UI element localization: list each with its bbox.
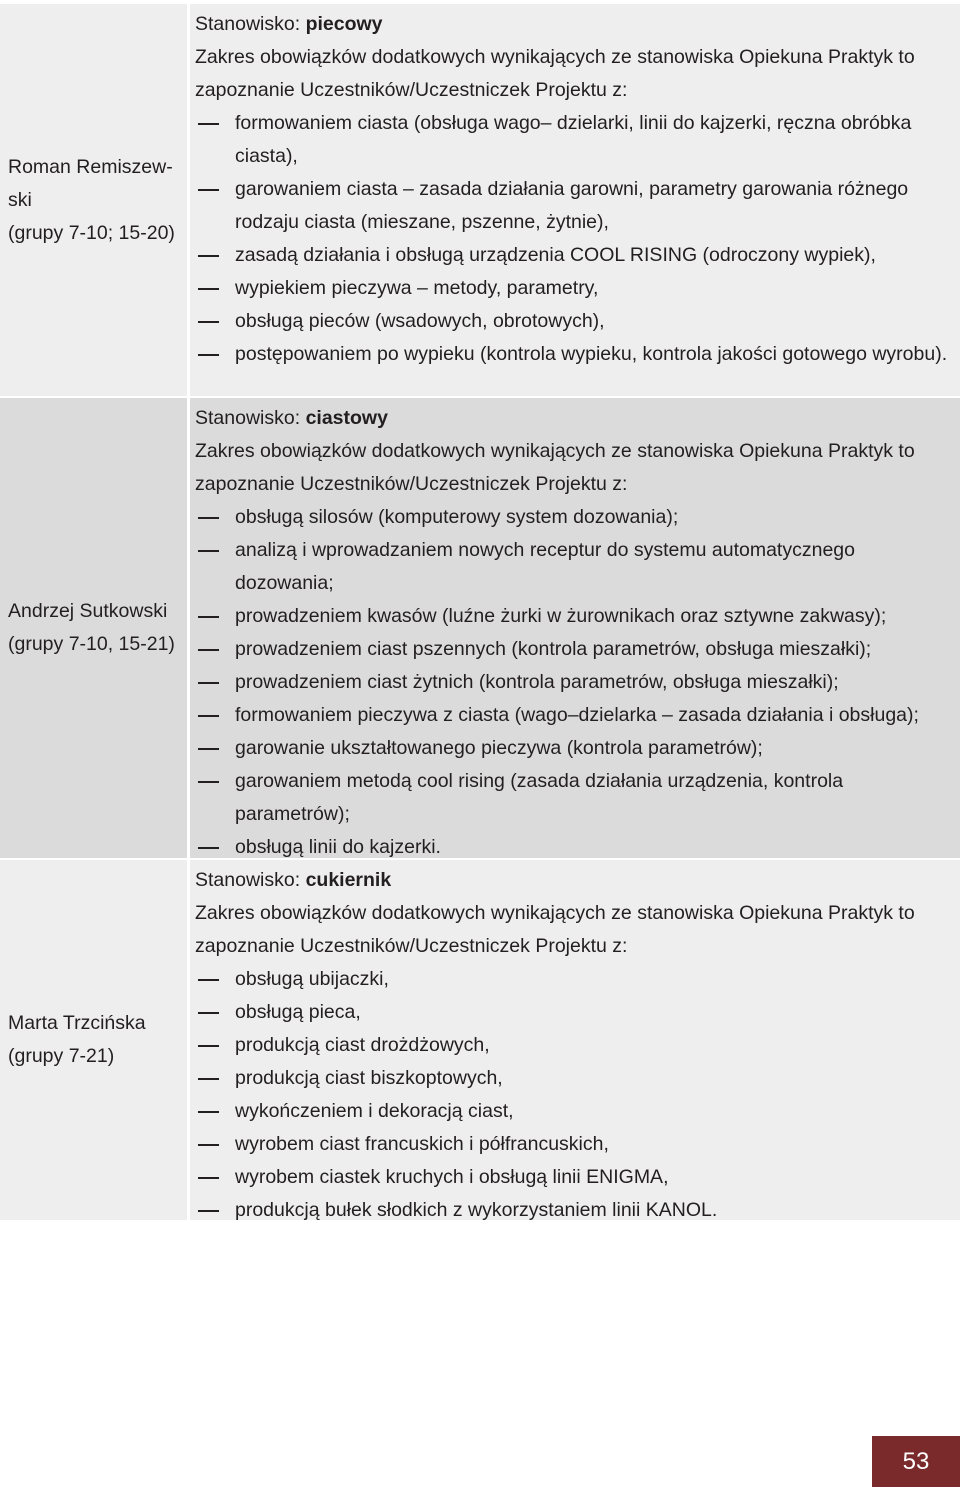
list-item: prowadzeniem ciast żytnich (kontrola parametrów, obsługa mieszałki);	[195, 666, 952, 699]
duties-list	[195, 107, 952, 371]
list-item: analizą i wprowadzaniem nowych receptur do systemu automatycznego dozowania;	[195, 534, 952, 600]
intro-text: zapoznanie Uczestników/Uczestniczek Projektu z:	[195, 473, 628, 495]
intro-text: Zakres obowiązków dodatkowych wynikających ze stanowiska Opiekuna Praktyk to	[195, 46, 915, 68]
list-item: zasadą działania i obsługą urządzenia COOL RISING (odroczony wypiek),	[195, 239, 952, 272]
table-row	[0, 4, 960, 396]
list-item: prowadzeniem ciast pszennych (kontrola parametrów, obsługa mieszałki);	[195, 633, 952, 666]
stanowisko-value: piecowy	[305, 13, 383, 35]
zakres-cell	[190, 860, 960, 1220]
stanowisko-value: ciastowy	[305, 407, 388, 429]
stanowisko-line: Stanowisko: cukiernik	[195, 869, 392, 891]
page-number-badge: 53	[872, 1436, 960, 1487]
list-item: wykończeniem i dekoracją ciast,	[195, 1095, 952, 1128]
list-item: obsługą silosów (komputerowy system dozowania);	[195, 501, 952, 534]
list-item: obsługą pieca,	[195, 996, 952, 1029]
opiekun-groups: (grupy 7-10; 15-20)	[8, 221, 175, 244]
list-item: garowaniem metodą cool rising (zasada działania urządzenia, kontrola parametrów);	[195, 765, 952, 831]
opiekun-cell	[0, 398, 187, 858]
opiekun-name: Marta Trzcińska	[8, 1012, 146, 1034]
list-item: prowadzeniem kwasów (luźne żurki w żurownikach oraz sztywne zakwasy);	[195, 600, 952, 633]
stanowisko-value: cukiernik	[305, 869, 392, 891]
duties-list	[195, 501, 952, 864]
stanowisko-line: Stanowisko: ciastowy	[195, 407, 388, 429]
list-item: postępowaniem po wypieku (kontrola wypieku, kontrola jakości gotowego wyrobu).	[195, 338, 952, 371]
opiekun-groups: (grupy 7-10, 15-21)	[8, 633, 175, 655]
list-item: obsługą ubijaczki,	[195, 963, 952, 996]
opiekun-name: Roman Remiszew- ski	[8, 155, 173, 211]
list-item: formowaniem ciasta (obsługa wago– dzielarki, linii do kajzerki, ręczna obróbka ciasta),	[195, 107, 952, 173]
list-item: wyrobem ciastek kruchych i obsługą linii ENIGMA,	[195, 1161, 952, 1194]
list-item: formowaniem pieczywa z ciasta (wago–dzielarka – zasada działania i obsługa);	[195, 699, 952, 732]
intro-text: zapoznanie Uczestników/Uczestniczek Projektu z:	[195, 935, 628, 957]
intro-text: Zakres obowiązków dodatkowych wynikających ze stanowiska Opiekuna Praktyk to	[195, 902, 915, 924]
opiekun-cell	[0, 860, 187, 1220]
list-item: garowaniem ciasta – zasada działania garowni, parametry garowania różnego rodzaju ciasta (mieszane, pszenne, żytnie),	[195, 173, 952, 239]
intro-text: Zakres obowiązków dodatkowych wynikających ze stanowiska Opiekuna Praktyk to	[195, 440, 915, 462]
zakres-cell	[190, 4, 960, 396]
list-item: obsługą pieców (wsadowych, obrotowych),	[195, 305, 952, 338]
list-item: wyrobem ciast francuskich i półfrancuskich,	[195, 1128, 952, 1161]
list-item: garowanie ukształtowanego pieczywa (kontrola parametrów);	[195, 732, 952, 765]
list-item: produkcją ciast biszkoptowych,	[195, 1062, 952, 1095]
duties-list	[195, 963, 952, 1227]
opiekun-groups: (grupy 7-21)	[8, 1045, 115, 1067]
opiekun-cell	[0, 4, 187, 396]
stanowisko-line: Stanowisko: piecowy	[195, 13, 383, 35]
opiekun-name: Andrzej Sutkowski	[8, 600, 168, 622]
table-row	[0, 398, 960, 858]
table-row	[0, 860, 960, 1220]
list-item: wypiekiem pieczywa – metody, parametry,	[195, 272, 952, 305]
list-item: obsługą linii do kajzerki.	[195, 831, 952, 864]
zakres-cell	[190, 398, 960, 858]
list-item: produkcją ciast drożdżowych,	[195, 1029, 952, 1062]
intro-text: zapoznanie Uczestników/Uczestniczek Projektu z:	[195, 79, 628, 101]
list-item: produkcją bułek słodkich z wykorzystaniem linii KANOL.	[195, 1194, 952, 1227]
